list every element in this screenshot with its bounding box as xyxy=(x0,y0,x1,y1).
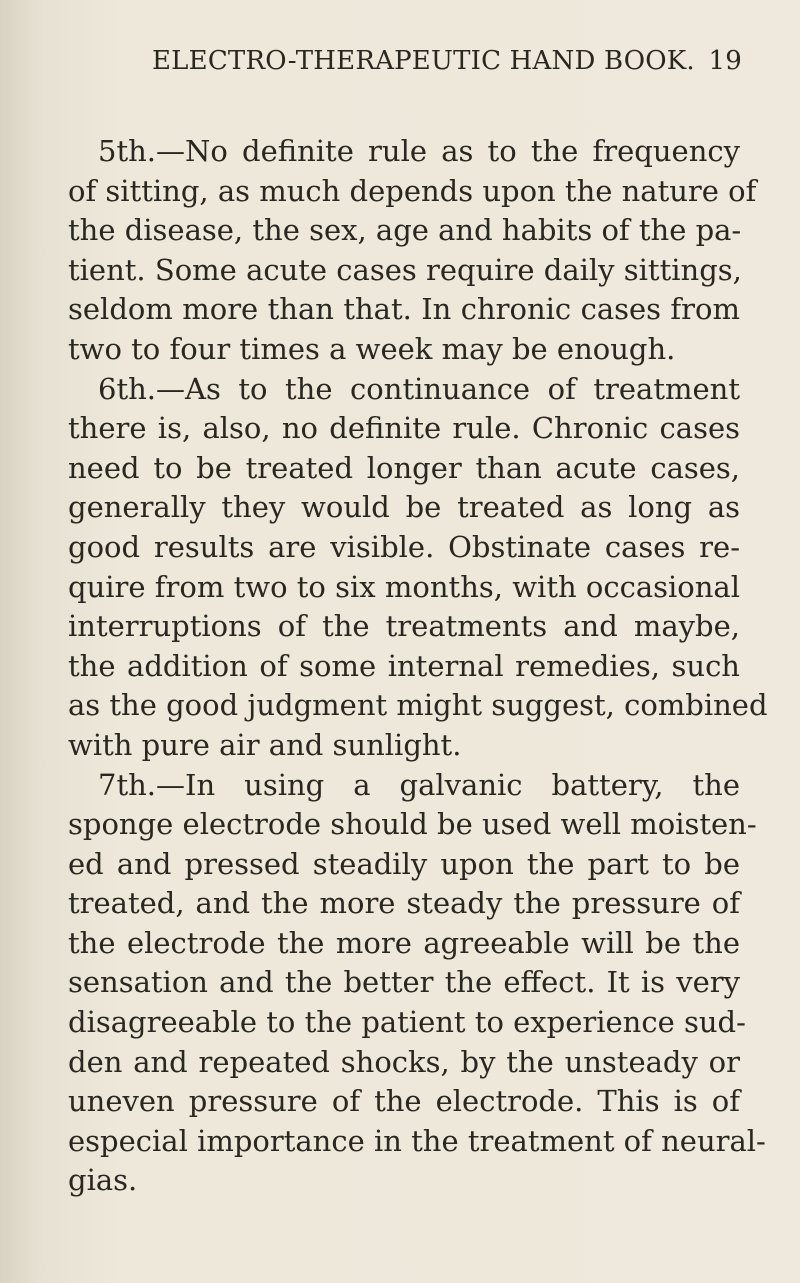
running-header xyxy=(152,46,742,86)
text-line: need to be treated longer than acute cases, xyxy=(68,450,740,485)
text-line: quire from two to six months, with occasional xyxy=(68,569,740,604)
text-line: treated, and the more steady the pressure of xyxy=(68,886,740,921)
page-number: 19 xyxy=(708,46,742,76)
text-line: sensation and the better the effect. It is very xyxy=(68,965,740,1000)
text-line: disagreeable to the patient to experience sud- xyxy=(68,1005,746,1040)
text-line: 7th.—In using a galvanic battery, the xyxy=(98,767,740,802)
text-line: ed and pressed steadily upon the part to be xyxy=(68,846,740,881)
text-line: especial importance in the treatment of neural- xyxy=(68,1123,766,1158)
text-line: the addition of some internal remedies, such xyxy=(68,648,740,683)
text-line: two to four times a week may be enough. xyxy=(68,331,676,366)
text-line: interruptions of the treatments and maybe, xyxy=(68,609,740,644)
text-line: of sitting, as much depends upon the nature of xyxy=(68,173,757,208)
text-line: as the good judgment might suggest, combined xyxy=(68,688,768,723)
text-line: 5th.—No definite rule as to the frequency xyxy=(98,134,740,168)
text-line: the disease, the sex, age and habits of the pa- xyxy=(68,213,742,248)
text-line: good results are visible. Obstinate cases re- xyxy=(68,529,740,564)
body-text xyxy=(68,132,768,1201)
text-line: den and repeated shocks, by the unsteady or xyxy=(68,1044,740,1079)
text-line: with pure air and sunlight. xyxy=(68,727,462,762)
text-line: seldom more than that. In chronic cases from xyxy=(68,292,740,327)
text-line: tient. Some acute cases require daily sittings, xyxy=(68,252,742,287)
text-line: there is, also, no definite rule. Chronic cases xyxy=(68,411,740,446)
text-line: uneven pressure of the electrode. This is of xyxy=(68,1084,740,1119)
text-line: generally they would be treated as long as xyxy=(68,490,740,525)
text-line: sponge electrode should be used well moisten- xyxy=(68,807,757,842)
text-line: the electrode the more agreeable will be the xyxy=(68,925,740,960)
running-title: ELECTRO-THERAPEUTIC HAND BOOK. xyxy=(152,46,695,76)
text-line: gias. xyxy=(68,1163,138,1198)
text-line: 6th.—As to the continuance of treatment xyxy=(98,371,740,406)
